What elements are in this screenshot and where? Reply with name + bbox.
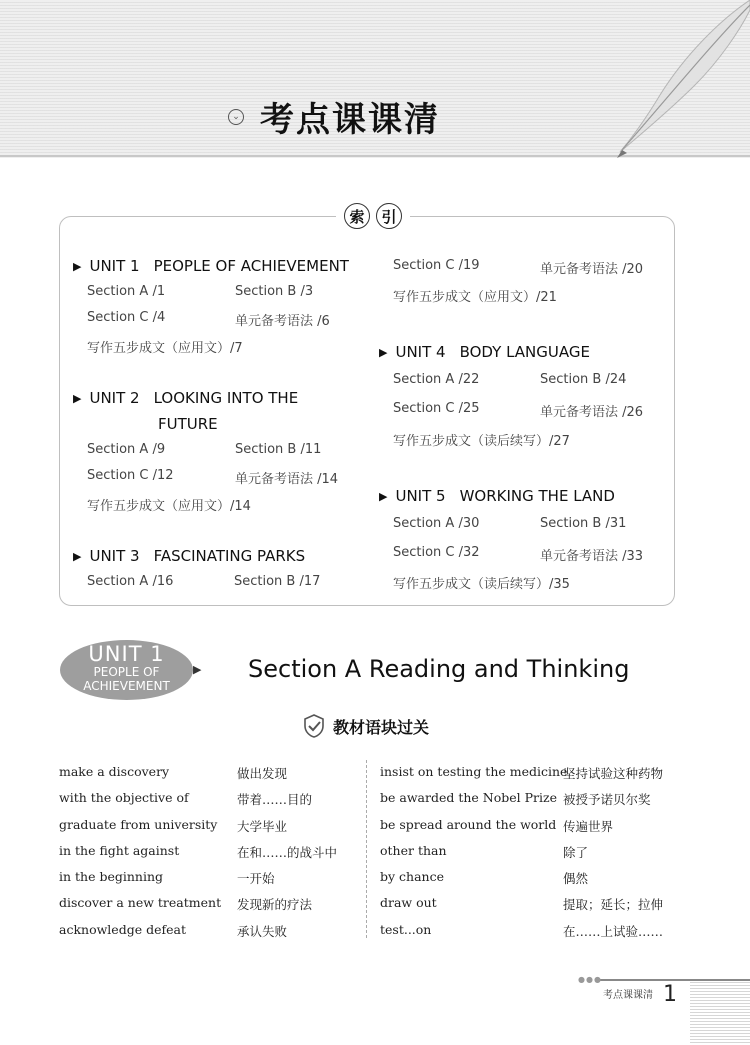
index-entry[interactable]: Section C /19 — [393, 258, 480, 273]
badge-line2: ACHIEVEMENT — [83, 679, 170, 693]
vocab-en: discover a new treatment — [59, 895, 222, 910]
vocab-zh: 承认失败 — [237, 924, 288, 939]
unit-name: BODY LANGUAGE — [459, 343, 590, 361]
vocab-en: in the fight against — [59, 843, 180, 858]
unit-name: FASCINATING PARKS — [153, 547, 306, 565]
unit-number: UNIT 4 — [395, 343, 446, 361]
unit-number: UNIT 5 — [395, 487, 446, 505]
index-entry[interactable]: 单元备考语法 /6 — [235, 314, 330, 329]
index-entry[interactable]: Section A /9 — [87, 442, 166, 457]
index-unit-5-heading[interactable] — [379, 487, 615, 505]
unit-name: LOOKING INTO THE — [153, 389, 299, 407]
index-tag — [336, 202, 410, 230]
unit-number: UNIT 1 — [89, 257, 140, 275]
triangle-right-icon: ▶ — [193, 663, 202, 676]
vocab-en: make a discovery — [59, 764, 170, 779]
vocab-zh: 提取；延长；拉伸 — [563, 897, 664, 912]
vocab-en: graduate from university — [59, 817, 218, 832]
unit-badge — [60, 640, 193, 700]
unit-name-continued — [158, 415, 218, 433]
page-title: 考点课课清 — [260, 100, 440, 140]
section-title: Section A Reading and Thinking — [248, 655, 630, 683]
index-entry[interactable]: Section B /24 — [540, 372, 627, 387]
triangle-right-icon: ▶ — [73, 260, 82, 273]
unit-number: UNIT 2 — [89, 389, 140, 407]
index-entry[interactable]: Section B /17 — [234, 574, 321, 589]
index-entry[interactable]: Section C /4 — [87, 310, 166, 325]
badge-line1: PEOPLE OF — [93, 665, 160, 679]
vocab-zh: 发现新的疗法 — [237, 897, 313, 912]
sub-title-group — [303, 714, 429, 738]
vocab-en: draw out — [380, 895, 437, 910]
badge-unit: UNIT 1 — [88, 642, 165, 666]
vocab-zh: 做出发现 — [237, 766, 288, 781]
vocab-zh: 在和……的战斗中 — [237, 845, 338, 860]
triangle-right-icon: ▶ — [379, 490, 388, 503]
vocab-zh: 带着……目的 — [237, 792, 313, 807]
vocab-zh: 大学毕业 — [237, 819, 288, 834]
footer-stripes — [690, 980, 750, 1045]
index-entry[interactable]: 写作五步成文（读后续写）/35 — [393, 577, 570, 592]
index-entry[interactable]: 单元备考语法 /33 — [540, 549, 644, 564]
vocab-en: by chance — [380, 869, 444, 884]
vocab-en: be spread around the world — [380, 817, 557, 832]
index-tag-char: 索 — [344, 203, 370, 229]
index-unit-4-heading[interactable] — [379, 343, 590, 361]
index-entry[interactable]: Section C /25 — [393, 401, 480, 416]
vocab-zh: 坚持试验这种药物 — [563, 766, 664, 781]
index-unit-3-heading[interactable] — [73, 547, 305, 565]
chevron-down-icon: ⌄ — [228, 109, 244, 125]
vocab-en: other than — [380, 843, 447, 858]
vocab-en: with the objective of — [59, 790, 189, 805]
vocab-en: be awarded the Nobel Prize — [380, 790, 557, 805]
index-unit-1-heading[interactable] — [73, 257, 349, 275]
footer-dots: ●●● — [578, 975, 602, 984]
index-entry[interactable]: Section A /22 — [393, 372, 480, 387]
vocab-zh: 除了 — [563, 845, 589, 860]
footer-title: 考点课课清 — [603, 990, 653, 1001]
index-entry[interactable]: Section B /11 — [235, 442, 322, 457]
triangle-right-icon: ▶ — [73, 392, 82, 405]
footer-rule — [600, 979, 750, 981]
unit-name: WORKING THE LAND — [459, 487, 615, 505]
index-entry[interactable]: Section C /32 — [393, 545, 480, 560]
quill-pen-icon — [600, 0, 750, 160]
vocab-zh: 在……上试验…… — [563, 924, 664, 939]
sub-title: 教材语块过关 — [333, 717, 430, 737]
triangle-right-icon: ▶ — [73, 550, 82, 563]
vocab-en: in the beginning — [59, 869, 164, 884]
vocab-zh: 传遍世界 — [563, 819, 614, 834]
index-entry[interactable]: 单元备考语法 /26 — [540, 405, 644, 420]
unit-name: PEOPLE OF ACHIEVEMENT — [153, 257, 349, 275]
index-entry[interactable]: Section A /16 — [87, 574, 174, 589]
index-entry[interactable]: 写作五步成文（应用文）/21 — [393, 290, 557, 305]
index-entry[interactable]: 单元备考语法 /20 — [540, 262, 644, 277]
index-entry[interactable]: 写作五步成文（读后续写）/27 — [393, 434, 570, 449]
shield-check-icon — [303, 714, 325, 738]
index-entry[interactable]: Section A /1 — [87, 284, 166, 299]
vocab-zh: 被授予诺贝尔奖 — [563, 792, 651, 807]
index-unit-2-heading[interactable] — [73, 389, 298, 407]
vocab-en: test...on — [380, 922, 432, 937]
index-entry[interactable]: Section B /31 — [540, 516, 627, 531]
page-title-group — [228, 92, 440, 141]
index-entry[interactable]: Section B /3 — [235, 284, 314, 299]
index-entry[interactable]: 写作五步成文（应用文）/7 — [87, 341, 243, 356]
index-entry[interactable]: 写作五步成文（应用文）/14 — [87, 499, 251, 514]
page-number: 1 — [663, 982, 677, 1007]
vocab-en: insist on testing the medicine — [380, 764, 568, 779]
unit-number: UNIT 3 — [89, 547, 140, 565]
index-entry[interactable]: Section A /30 — [393, 516, 480, 531]
index-tag-char: 引 — [376, 203, 402, 229]
unit-name: FUTURE — [158, 415, 218, 433]
column-divider — [366, 760, 367, 938]
vocab-zh: 偶然 — [563, 871, 589, 886]
index-entry[interactable]: Section C /12 — [87, 468, 174, 483]
index-entry[interactable]: 单元备考语法 /14 — [235, 472, 339, 487]
triangle-right-icon: ▶ — [379, 346, 388, 359]
vocab-zh: 一开始 — [237, 871, 275, 886]
vocab-en: acknowledge defeat — [59, 922, 186, 937]
